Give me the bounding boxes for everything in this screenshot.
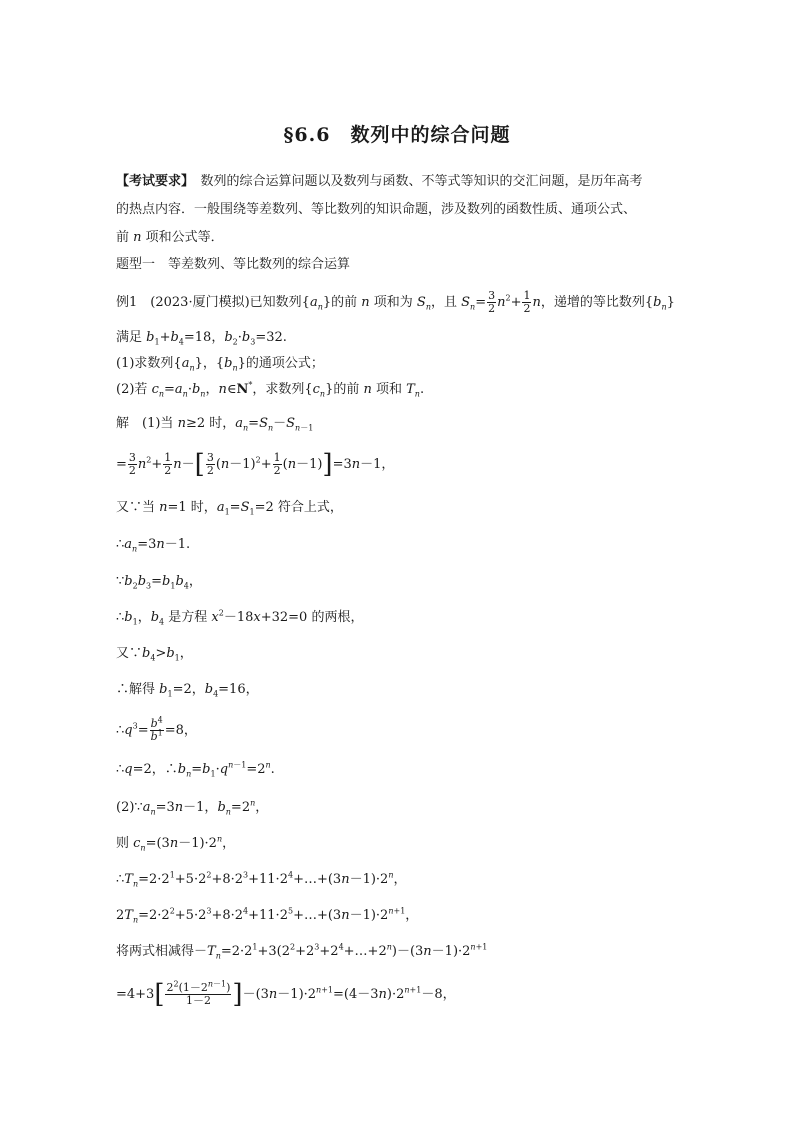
exam-requirement-tag: 【考试要求】 <box>116 174 188 189</box>
example-label: 例1 <box>116 295 138 310</box>
topic-heading: 题型一 等差数列、等比数列的综合运算 <box>116 257 351 272</box>
example-problem-line-4: (2)若 $c_n=a_n\cdot b_n$，n∈N*，求数列$\{c_n\}$的前 n 项和 $T_n$. <box>116 380 425 399</box>
example-problem-line-1: 例1 (2023·厦门模拟)已知数列$\{a_n\}$的前 n 项和为 $S_n$，且 $S_n=$ $\frac{3}{2}$ $n^2+$ $\frac{1}{2}$ n，递增的等比数列$\{b_n\}$ <box>116 289 675 315</box>
example-source: (2023·厦门模拟) <box>150 295 250 310</box>
exam-requirement-line-3: 前 n 项和公式等． <box>116 230 224 245</box>
solution-line-3: 又∵当 n=1 时，$a_1=S_1=2$ 符合上式， <box>116 500 343 517</box>
solution-line-5: $\because b_2b_3=b_1b_4$， <box>116 574 202 591</box>
example-problem-line-2: 满足 $b_1+b_4=18$，$b_2\cdot b_3=32$. <box>116 330 287 347</box>
solution-line-15: 将两式相减得$-T_n=2\cdot 2^1+3(2^2+2^3+2^4+\dots+2^n)-(3n-1)\cdot 2^{n+1}$ <box>116 942 488 961</box>
solution-line-16: =4+3[ $\frac{2^2(1-2^{n-1})}{1-2}$ ]$-(3n-1)\cdot 2^{n+1}=(4-3n)\cdot 2^{n+1}-8$， <box>116 979 456 1010</box>
exam-requirement-line-1: 【考试要求】 数列的综合运算问题以及数列与函数、不等式等知识的交汇问题，是历年高考 <box>116 174 643 189</box>
solution-line-14: $2T_n=2\cdot 2^2+5\cdot 2^3+8\cdot 2^4+11\cdot 2^5+\dots+(3n-1)\cdot 2^{n+1}$， <box>116 906 419 925</box>
page-title: §6.6 数列中的综合问题 <box>283 124 511 146</box>
solution-line-12: 则 $c_n=(3n-1)\cdot 2^n$， <box>116 834 236 853</box>
solution-line-9: $\therefore q^3=$ $\frac{b^4}{b^1}$ =8， <box>116 715 197 743</box>
solution-line-11: $(2)\because a_n=3n-1$，$b_n=2^n$， <box>116 798 269 817</box>
solution-line-13: $\therefore T_n=2\cdot 2^1+5\cdot 2^2+8\cdot 2^3+11\cdot 2^4+\dots+(3n-1)\cdot 2^n$， <box>116 870 407 889</box>
solution-line-1: 解 (1)当 n≥2 时，$a_n=S_n-S_{n-1}$ <box>116 416 314 433</box>
solution-line-8: ∴解得 $b_1=2$，$b_4=16$， <box>116 682 259 699</box>
solution-line-6: $\therefore b_1$，$b_4$ 是方程 $x^2-18x+32=0$ 的两根， <box>116 608 364 627</box>
example-problem-line-3: (1)求数列$\{a_n\}$，$\{b_n\}$的通项公式； <box>116 356 324 373</box>
solution-line-4: $\therefore a_n=3n-1$. <box>116 537 191 554</box>
solution-line-7: 又$\because b_4>b_1$， <box>116 646 193 663</box>
solution-line-2: = $\frac{3}{2}$ $n^2+$ $\frac{1}{2}$ n－[ $\frac{3}{2}$ $(n-1)^2+$ $\frac{1}{2}$ (n－1)]=3n－1， <box>116 449 395 480</box>
exam-requirement-line-2: 的热点内容．一般围绕等差数列、等比数列的知识命题，涉及数列的函数性质、通项公式、 <box>116 202 637 217</box>
solution-line-10: ∴q=2，$\therefore b_n=b_1\cdot q^{n-1}=2^n$. <box>116 760 275 779</box>
